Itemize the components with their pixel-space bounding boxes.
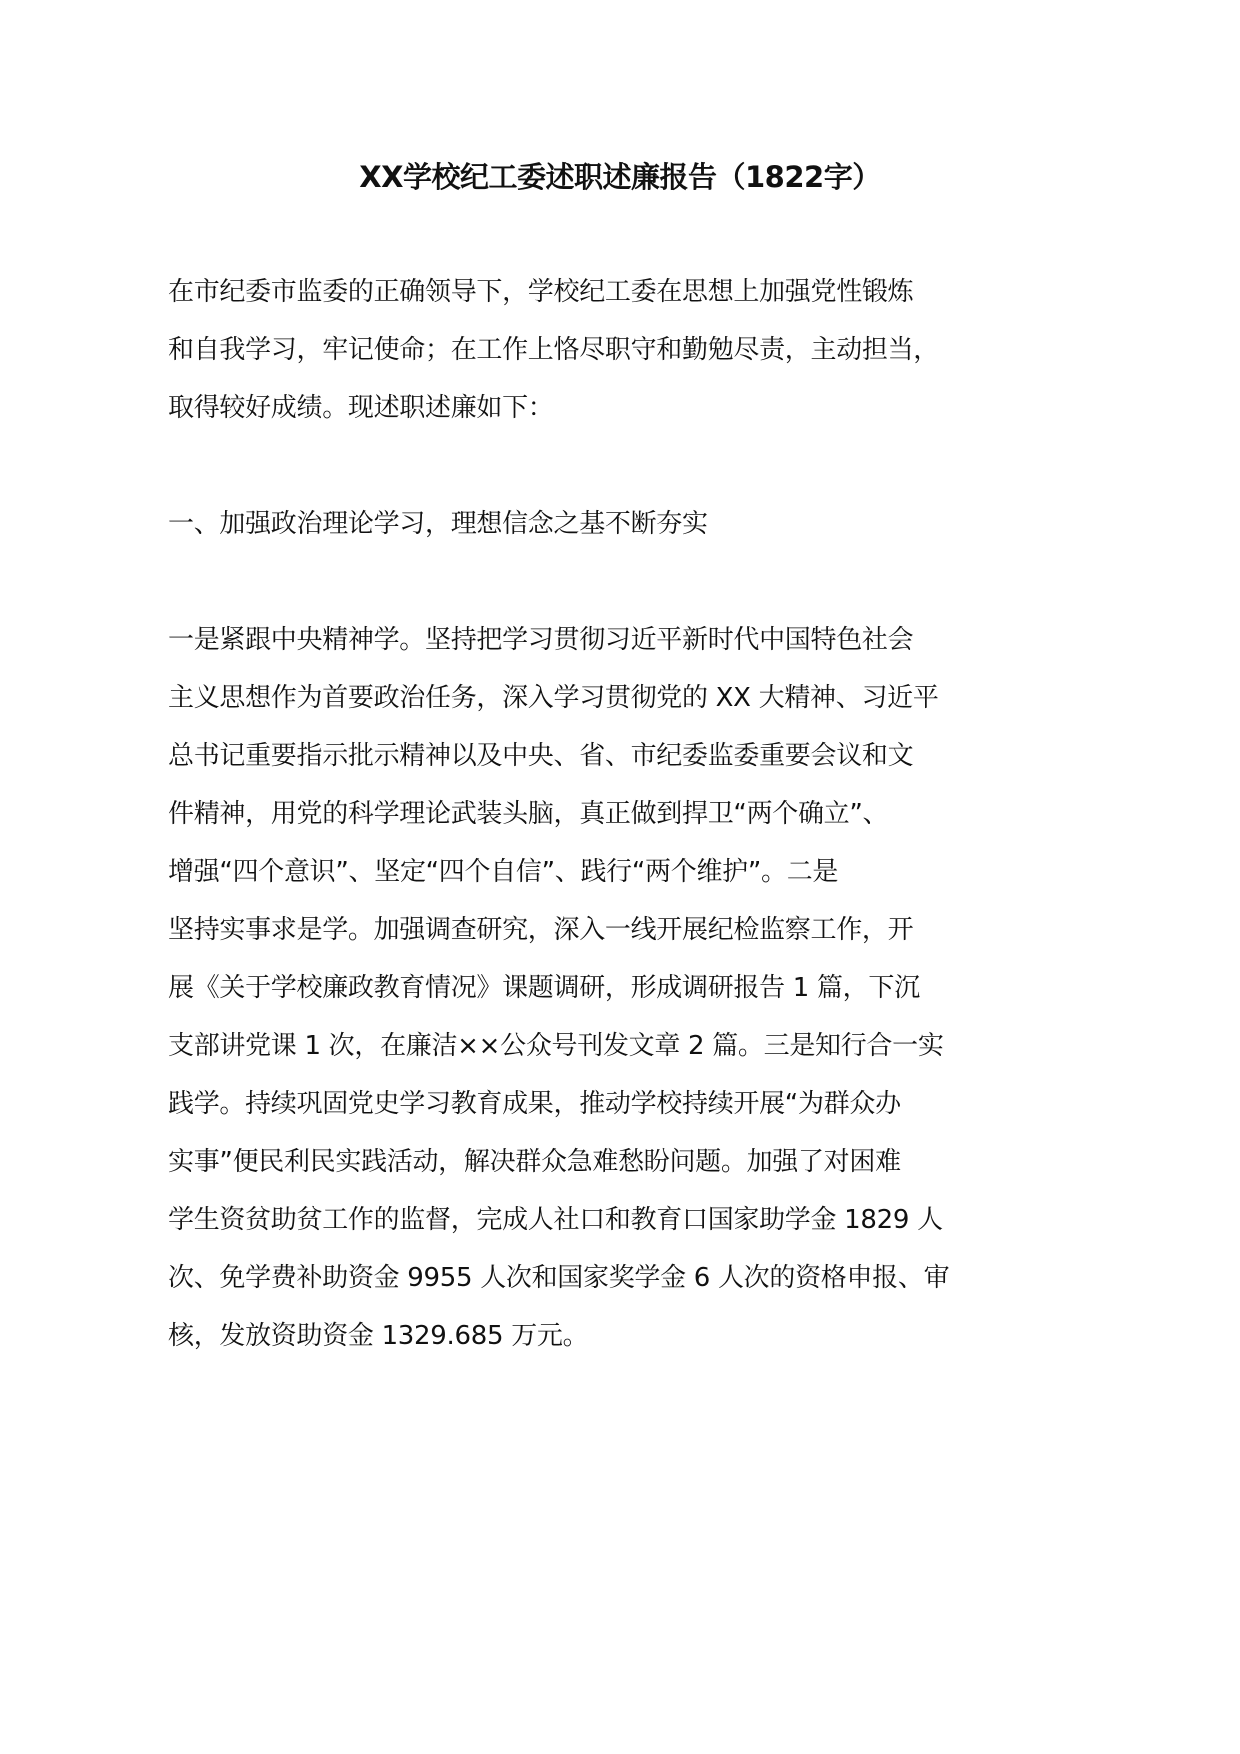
text-line: 件精神，用党的科学理论武装头脑，真正做到捍卫“两个确立”、	[168, 799, 889, 829]
intro-paragraph	[168, 263, 988, 437]
text-line: 和自我学习，牢记使命；在工作上恪尽职守和勤勉尽责，主动担当，	[168, 335, 940, 365]
text-line: 践学。持续巩固党史学习教育成果，推动学校持续开展“为群众办	[168, 1089, 901, 1119]
text-line: 总书记重要指示批示精神以及中央、省、市纪委监委重要会议和文	[168, 741, 914, 771]
text-line: 主义思想作为首要政治任务，深入学习贯彻党的 XX 大精神、习近平	[168, 683, 939, 713]
text-line: 取得较好成绩。现述职述廉如下：	[168, 393, 554, 423]
section-heading	[168, 495, 988, 553]
text-line: 一是紧跟中央精神学。坚持把学习贯彻习近平新时代中国特色社会	[168, 625, 914, 655]
section-heading-text: 一、加强政治理论学习，理想信念之基不断夯实	[168, 509, 708, 539]
text-line: 展《关于学校廉政教育情况》课题调研，形成调研报告 1 篇，下沉	[168, 973, 920, 1003]
section-paragraph	[168, 611, 988, 1365]
document-title: XX学校纪工委述职述廉报告（1822字）	[359, 160, 881, 194]
text-line: 核，发放资助资金 1329.685 万元。	[168, 1321, 589, 1351]
text-line: 次、免学费补助资金 9955 人次和国家奖学金 6 人次的资格申报、审	[168, 1263, 950, 1293]
text-line: 实事”便民利民实践活动，解决群众急难愁盼问题。加强了对困难	[168, 1147, 901, 1177]
text-line: 坚持实事求是学。加强调查研究，深入一线开展纪检监察工作，开	[168, 915, 914, 945]
text-line: 学生资贫助贫工作的监督，完成人社口和教育口国家助学金 1829 人	[168, 1205, 943, 1235]
text-line: 增强“四个意识”、坚定“四个自信”、践行“两个维护”。二是	[168, 857, 839, 887]
text-line: 在市纪委市监委的正确领导下，学校纪工委在思想上加强党性锻炼	[168, 277, 914, 307]
text-line: 支部讲党课 1 次，在廉洁××公众号刊发文章 2 篇。三是知行合一实	[168, 1031, 944, 1061]
